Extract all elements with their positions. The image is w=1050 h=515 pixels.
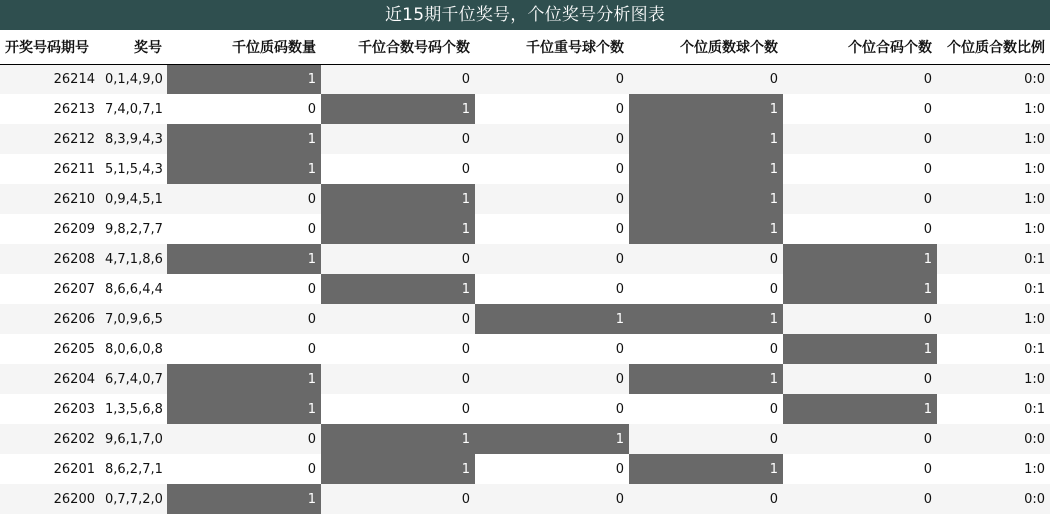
cell-qian-prime: 1 bbox=[167, 394, 321, 424]
cell-numbers: 7,0,9,6,5 bbox=[100, 304, 167, 334]
cell-qian-prime: 0 bbox=[167, 454, 321, 484]
col-header-ge-ratio: 个位质合数比例 bbox=[937, 30, 1050, 64]
cell-issue: 26214 bbox=[0, 64, 100, 94]
cell-qian-prime: 0 bbox=[167, 424, 321, 454]
cell-issue: 26205 bbox=[0, 334, 100, 364]
cell-ge-ratio: 0:1 bbox=[937, 394, 1050, 424]
cell-ge-composite: 0 bbox=[783, 184, 937, 214]
cell-ge-prime: 0 bbox=[629, 274, 783, 304]
cell-numbers: 8,6,2,7,1 bbox=[100, 454, 167, 484]
cell-qian-repeat: 0 bbox=[475, 184, 629, 214]
cell-qian-repeat: 0 bbox=[475, 364, 629, 394]
cell-numbers: 9,6,1,7,0 bbox=[100, 424, 167, 454]
cell-numbers: 7,4,0,7,1 bbox=[100, 94, 167, 124]
cell-numbers: 1,3,5,6,8 bbox=[100, 394, 167, 424]
cell-qian-composite: 0 bbox=[321, 304, 475, 334]
cell-numbers: 6,7,4,0,7 bbox=[100, 364, 167, 394]
cell-qian-prime: 0 bbox=[167, 214, 321, 244]
cell-issue: 26202 bbox=[0, 424, 100, 454]
cell-issue: 26207 bbox=[0, 274, 100, 304]
cell-numbers: 0,7,7,2,0 bbox=[100, 484, 167, 514]
cell-ge-prime: 1 bbox=[629, 364, 783, 394]
cell-ge-ratio: 1:0 bbox=[937, 184, 1050, 214]
table-row bbox=[0, 124, 1050, 154]
cell-qian-repeat: 0 bbox=[475, 484, 629, 514]
cell-ge-composite: 0 bbox=[783, 304, 937, 334]
cell-qian-composite: 0 bbox=[321, 364, 475, 394]
cell-ge-prime: 1 bbox=[629, 94, 783, 124]
cell-ge-composite: 1 bbox=[783, 274, 937, 304]
cell-qian-repeat: 0 bbox=[475, 94, 629, 124]
cell-qian-prime: 0 bbox=[167, 274, 321, 304]
cell-ge-ratio: 1:0 bbox=[937, 94, 1050, 124]
cell-ge-composite: 0 bbox=[783, 424, 937, 454]
cell-qian-prime: 0 bbox=[167, 304, 321, 334]
cell-qian-prime: 1 bbox=[167, 64, 321, 94]
cell-qian-composite: 0 bbox=[321, 394, 475, 424]
cell-qian-repeat: 0 bbox=[475, 214, 629, 244]
cell-ge-composite: 1 bbox=[783, 244, 937, 274]
table-row bbox=[0, 244, 1050, 274]
cell-issue: 26209 bbox=[0, 214, 100, 244]
cell-ge-prime: 0 bbox=[629, 424, 783, 454]
table-row bbox=[0, 424, 1050, 454]
cell-issue: 26211 bbox=[0, 154, 100, 184]
col-header-qian-composite: 千位合数号码个数 bbox=[321, 30, 475, 64]
cell-qian-prime: 1 bbox=[167, 364, 321, 394]
table-row bbox=[0, 334, 1050, 364]
cell-qian-repeat: 0 bbox=[475, 394, 629, 424]
cell-qian-repeat: 0 bbox=[475, 454, 629, 484]
cell-issue: 26201 bbox=[0, 454, 100, 484]
cell-qian-composite: 0 bbox=[321, 124, 475, 154]
cell-ge-ratio: 1:0 bbox=[937, 364, 1050, 394]
cell-ge-composite: 0 bbox=[783, 154, 937, 184]
cell-ge-ratio: 1:0 bbox=[937, 304, 1050, 334]
cell-ge-ratio: 0:0 bbox=[937, 484, 1050, 514]
cell-ge-composite: 0 bbox=[783, 454, 937, 484]
cell-numbers: 8,3,9,4,3 bbox=[100, 124, 167, 154]
cell-ge-ratio: 0:1 bbox=[937, 244, 1050, 274]
cell-ge-ratio: 0:1 bbox=[937, 334, 1050, 364]
table-row bbox=[0, 394, 1050, 424]
cell-qian-repeat: 1 bbox=[475, 424, 629, 454]
cell-ge-ratio: 1:0 bbox=[937, 214, 1050, 244]
cell-ge-prime: 1 bbox=[629, 304, 783, 334]
table-row bbox=[0, 304, 1050, 334]
cell-issue: 26203 bbox=[0, 394, 100, 424]
cell-numbers: 5,1,5,4,3 bbox=[100, 154, 167, 184]
cell-numbers: 9,8,2,7,7 bbox=[100, 214, 167, 244]
table-row bbox=[0, 184, 1050, 214]
table-row bbox=[0, 214, 1050, 244]
cell-qian-repeat: 0 bbox=[475, 154, 629, 184]
cell-qian-composite: 0 bbox=[321, 334, 475, 364]
cell-numbers: 0,9,4,5,1 bbox=[100, 184, 167, 214]
cell-ge-ratio: 0:0 bbox=[937, 424, 1050, 454]
cell-qian-repeat: 0 bbox=[475, 334, 629, 364]
cell-ge-ratio: 0:0 bbox=[937, 64, 1050, 94]
cell-qian-repeat: 1 bbox=[475, 304, 629, 334]
cell-ge-composite: 0 bbox=[783, 484, 937, 514]
cell-qian-prime: 1 bbox=[167, 154, 321, 184]
cell-numbers: 8,6,6,4,4 bbox=[100, 274, 167, 304]
cell-qian-composite: 1 bbox=[321, 94, 475, 124]
cell-ge-prime: 1 bbox=[629, 124, 783, 154]
cell-issue: 26200 bbox=[0, 484, 100, 514]
table-row bbox=[0, 364, 1050, 394]
cell-ge-ratio: 1:0 bbox=[937, 454, 1050, 484]
cell-issue: 26213 bbox=[0, 94, 100, 124]
cell-ge-ratio: 1:0 bbox=[937, 124, 1050, 154]
col-header-qian-prime: 千位质码数量 bbox=[167, 30, 321, 64]
cell-qian-repeat: 0 bbox=[475, 274, 629, 304]
cell-ge-composite: 1 bbox=[783, 394, 937, 424]
cell-ge-prime: 1 bbox=[629, 184, 783, 214]
cell-numbers: 0,1,4,9,0 bbox=[100, 64, 167, 94]
table-row bbox=[0, 454, 1050, 484]
table-title: 近15期千位奖号，个位奖号分析图表 bbox=[0, 0, 1050, 30]
col-header-issue: 开奖号码期号 bbox=[0, 30, 100, 64]
cell-ge-prime: 0 bbox=[629, 484, 783, 514]
cell-qian-composite: 0 bbox=[321, 244, 475, 274]
cell-ge-ratio: 1:0 bbox=[937, 154, 1050, 184]
cell-qian-composite: 0 bbox=[321, 154, 475, 184]
cell-qian-composite: 0 bbox=[321, 484, 475, 514]
cell-qian-composite: 1 bbox=[321, 214, 475, 244]
cell-numbers: 8,0,6,0,8 bbox=[100, 334, 167, 364]
table-row bbox=[0, 484, 1050, 514]
cell-ge-prime: 0 bbox=[629, 244, 783, 274]
cell-issue: 26206 bbox=[0, 304, 100, 334]
cell-qian-prime: 0 bbox=[167, 184, 321, 214]
cell-ge-prime: 1 bbox=[629, 454, 783, 484]
cell-ge-prime: 0 bbox=[629, 394, 783, 424]
cell-qian-composite: 0 bbox=[321, 64, 475, 94]
cell-qian-composite: 1 bbox=[321, 424, 475, 454]
cell-issue: 26208 bbox=[0, 244, 100, 274]
cell-numbers: 4,7,1,8,6 bbox=[100, 244, 167, 274]
cell-qian-repeat: 0 bbox=[475, 244, 629, 274]
cell-ge-composite: 0 bbox=[783, 94, 937, 124]
table-row bbox=[0, 274, 1050, 304]
col-header-numbers: 奖号 bbox=[100, 30, 167, 64]
cell-issue: 26212 bbox=[0, 124, 100, 154]
table-row bbox=[0, 94, 1050, 124]
cell-qian-prime: 1 bbox=[167, 124, 321, 154]
cell-ge-prime: 0 bbox=[629, 334, 783, 364]
cell-ge-prime: 1 bbox=[629, 154, 783, 184]
cell-ge-prime: 0 bbox=[629, 64, 783, 94]
cell-qian-repeat: 0 bbox=[475, 124, 629, 154]
cell-ge-ratio: 0:1 bbox=[937, 274, 1050, 304]
cell-qian-repeat: 0 bbox=[475, 64, 629, 94]
cell-qian-composite: 1 bbox=[321, 184, 475, 214]
cell-ge-prime: 1 bbox=[629, 214, 783, 244]
cell-issue: 26204 bbox=[0, 364, 100, 394]
cell-qian-composite: 1 bbox=[321, 274, 475, 304]
cell-ge-composite: 0 bbox=[783, 124, 937, 154]
analysis-table bbox=[0, 30, 1050, 514]
cell-ge-composite: 0 bbox=[783, 364, 937, 394]
cell-ge-composite: 0 bbox=[783, 64, 937, 94]
cell-qian-prime: 1 bbox=[167, 244, 321, 274]
cell-qian-prime: 0 bbox=[167, 94, 321, 124]
col-header-ge-prime: 个位质数球个数 bbox=[629, 30, 783, 64]
cell-ge-composite: 1 bbox=[783, 334, 937, 364]
col-header-ge-composite: 个位合码个数 bbox=[783, 30, 937, 64]
table-row bbox=[0, 64, 1050, 94]
table-body bbox=[0, 64, 1050, 514]
cell-qian-composite: 1 bbox=[321, 454, 475, 484]
table-row bbox=[0, 154, 1050, 184]
cell-qian-prime: 1 bbox=[167, 484, 321, 514]
header-row bbox=[0, 30, 1050, 64]
cell-issue: 26210 bbox=[0, 184, 100, 214]
cell-ge-composite: 0 bbox=[783, 214, 937, 244]
cell-qian-prime: 0 bbox=[167, 334, 321, 364]
col-header-qian-repeat: 千位重号球个数 bbox=[475, 30, 629, 64]
